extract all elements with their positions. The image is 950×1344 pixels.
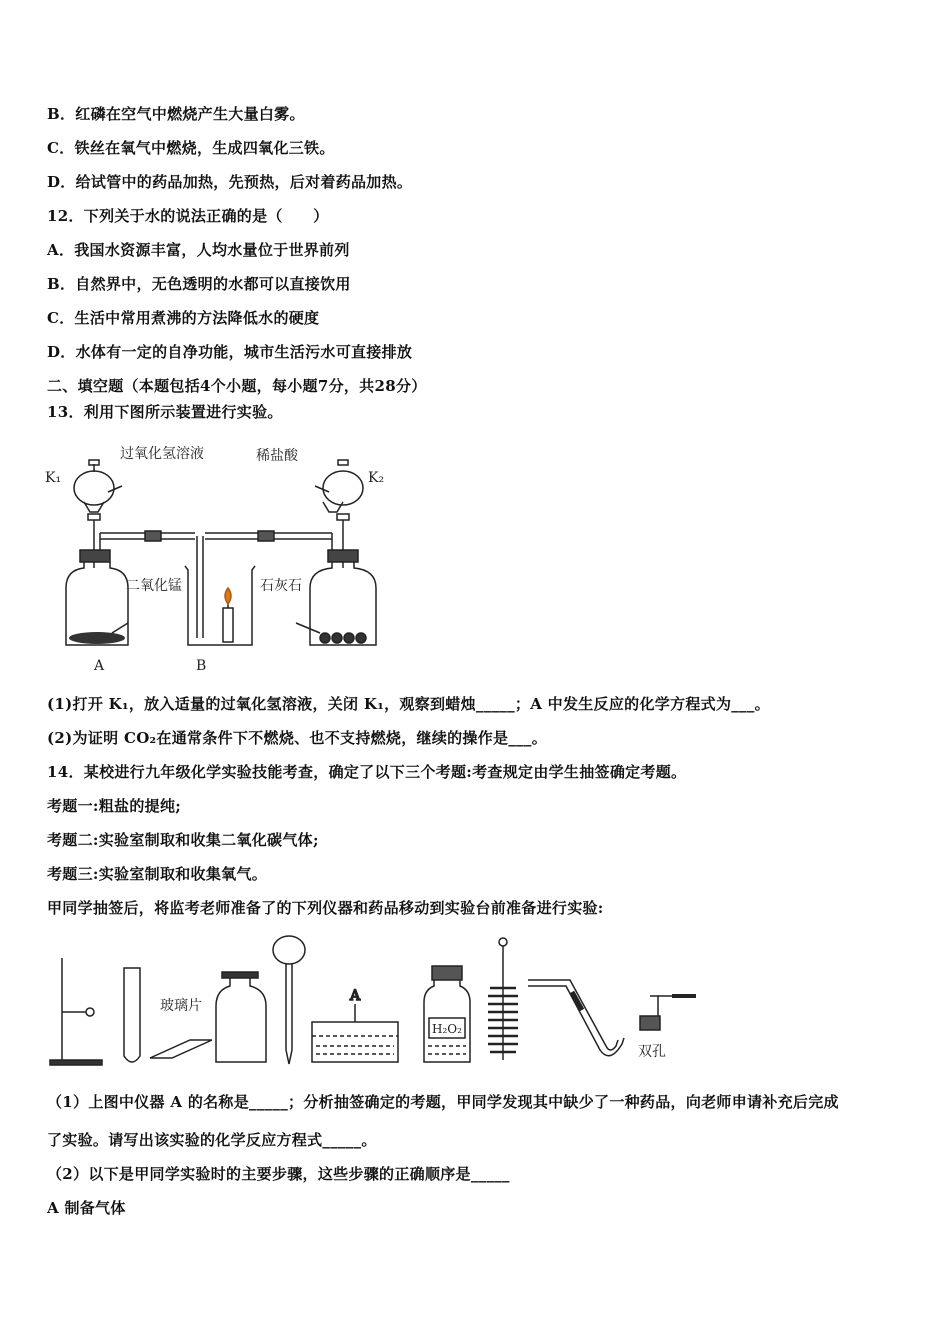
topic-one: 考题一:粗盐的提纯; bbox=[47, 797, 182, 815]
option-c-iron-wire: C．铁丝在氧气中燃烧，生成四氧化三铁。 bbox=[47, 139, 335, 157]
step-a: A 制备气体 bbox=[47, 1199, 126, 1217]
bottle-c bbox=[296, 550, 376, 645]
label-mno2: 二氧化锰 bbox=[126, 578, 182, 594]
q14-part1-line1: （1）上图中仪器 A 的名称是_____；分析抽签确定的考题，甲同学发现其中缺少了一种药品，向老师申请补充后完成 bbox=[47, 1093, 839, 1111]
option-d-heating-tube: D．给试管中的药品加热，先预热，后对着药品加热。 bbox=[47, 173, 413, 191]
q14-part1-line2: 了实验。请写出该实验的化学反应方程式_____。 bbox=[47, 1131, 377, 1149]
q14-part2: （2）以下是甲同学实验时的主要步骤，这些步骤的正确顺序是_____ bbox=[47, 1165, 510, 1183]
q12-option-a: A．我国水资源丰富，人均水量位于世界前列 bbox=[47, 241, 350, 259]
label-glass-slide: 玻璃片 bbox=[160, 998, 202, 1014]
bottle-a bbox=[66, 550, 128, 645]
test-tube bbox=[124, 968, 140, 1062]
apparatus-figure bbox=[40, 438, 420, 678]
section-fill-in-title: 二、填空题（本题包括4个小题，每小题7分，共28分） bbox=[47, 377, 427, 395]
label-dilute-hcl: 稀盐酸 bbox=[256, 448, 298, 464]
label-h2o2: H₂O₂ bbox=[432, 1022, 462, 1036]
iron-stand bbox=[50, 958, 102, 1065]
glass-slide bbox=[150, 997, 212, 1058]
water-trough-a bbox=[312, 988, 398, 1062]
option-b-red-phosphorus: B．红磷在空气中燃烧产生大量白雾。 bbox=[47, 105, 305, 123]
double-hole-stopper bbox=[640, 996, 696, 1030]
student-statement: 甲同学抽签后，将监考老师准备了的下列仪器和药品移动到实验台前准备进行实验: bbox=[47, 899, 604, 917]
label-k1: K₁ bbox=[45, 470, 62, 486]
label-double-hole: 双孔 bbox=[638, 1044, 666, 1060]
topic-three: 考题三:实验室制取和收集氧气。 bbox=[47, 865, 268, 883]
label-h2o2-solution: 过氧化氢溶液 bbox=[120, 446, 204, 462]
q12-option-b: B．自然界中，无色透明的水都可以直接饮用 bbox=[47, 275, 351, 293]
question-13: 13．利用下图所示装置进行实验。 bbox=[47, 403, 283, 421]
label-a: A bbox=[94, 658, 105, 674]
h2o2-bottle bbox=[424, 966, 470, 1062]
q12-option-d: D．水体有一定的自净功能，城市生活污水可直接排放 bbox=[47, 343, 413, 361]
q13-part1: (1)打开 K₁，放入适量的过氧化氢溶液，关闭 K₁，观察到蜡烛_____；A 中发生反应的化学方程式为___。 bbox=[47, 695, 770, 713]
question-14: 14．某校进行九年级化学实验技能考查，确定了以下三个考题:考查规定由学生抽签确定考题。 bbox=[47, 763, 687, 781]
label-instrument-a: A bbox=[350, 988, 361, 1004]
topic-two: 考题二:实验室制取和收集二氧化碳气体; bbox=[47, 831, 319, 849]
q12-option-c: C．生活中常用煮沸的方法降低水的硬度 bbox=[47, 309, 320, 327]
bent-delivery-tube bbox=[528, 980, 624, 1056]
label-k2: K₂ bbox=[368, 470, 385, 486]
gas-collecting-bottle bbox=[216, 972, 266, 1062]
question-12: 12．下列关于水的说法正确的是（ ） bbox=[47, 207, 329, 225]
q13-part2: (2)为证明 CO₂在通常条件下不燃烧、也不支持燃烧，继续的操作是___。 bbox=[47, 729, 548, 747]
label-limestone: 石灰石 bbox=[260, 578, 302, 594]
beaker-b bbox=[185, 566, 255, 645]
instruments-figure bbox=[40, 930, 720, 1070]
test-tube-brush bbox=[488, 938, 518, 1060]
label-b: B bbox=[196, 658, 207, 674]
long-neck-funnel bbox=[273, 936, 305, 1064]
